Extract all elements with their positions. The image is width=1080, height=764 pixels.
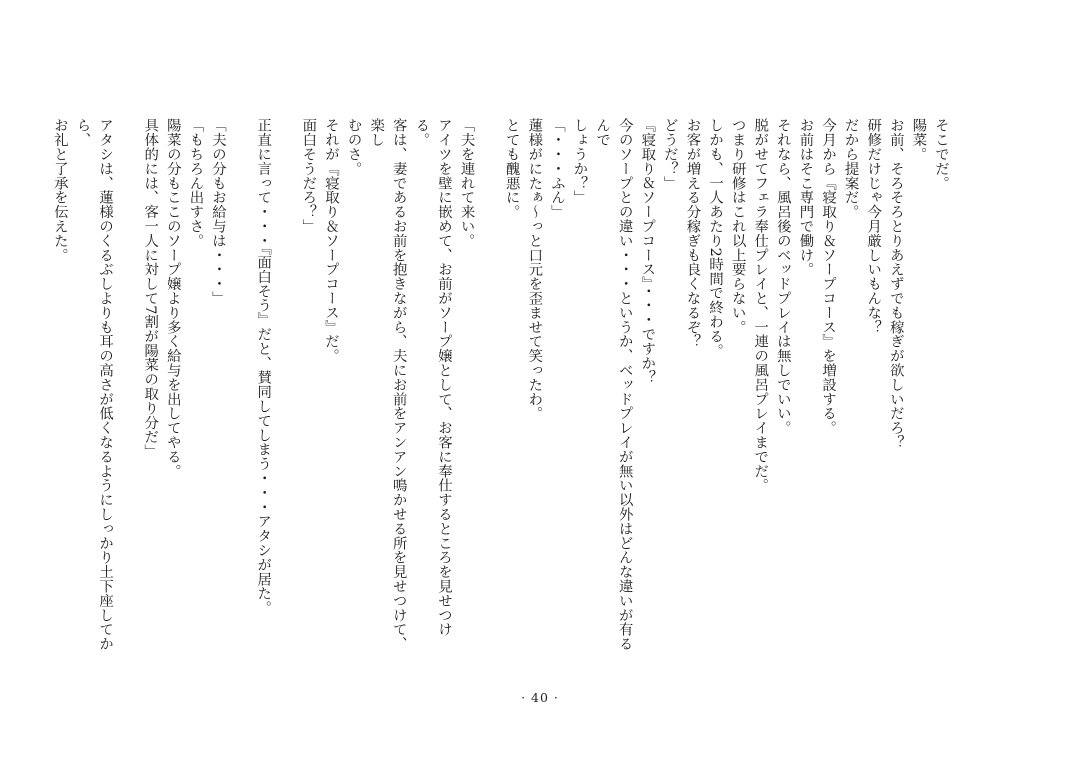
text-line: どうだ？」 bbox=[661, 118, 678, 190]
text-line: 面白そうだろ？」 bbox=[300, 118, 317, 234]
text-line: しかも、一人あたり2時間で終わる。 bbox=[707, 118, 724, 358]
text-line: お前はそこ専門で働け。 bbox=[797, 118, 814, 277]
text-line: お礼と了承を伝えた。 bbox=[51, 118, 68, 262]
text-line: そこでだ。 bbox=[933, 118, 949, 190]
text-line: それが『寝取り＆ソープコース』だ。 bbox=[322, 118, 339, 363]
text-line: 蓮様がにたぁ～っと口元を歪ませて笑ったわ。 bbox=[526, 118, 543, 421]
text-line: とても醜悪に。 bbox=[503, 118, 520, 219]
text-line: 正直に言って・・・『面白そう』だと、賛同してしまう・・・アタシが居た。 bbox=[255, 118, 272, 615]
text-line: 「・・・ふん」 bbox=[548, 118, 565, 219]
blank-line bbox=[274, 118, 297, 663]
page-number: · 40 · bbox=[521, 690, 559, 705]
vertical-text-body bbox=[48, 118, 952, 663]
text-line: 陽菜の分もここのソープ嬢より多く給与を出してやる。 bbox=[164, 118, 181, 478]
text-line: 脱がせてフェラ奉仕プレイと、一連の風呂プレイまでだ。 bbox=[752, 118, 769, 493]
text-line: 『寝取り＆ソープコース』・・・ですか？ bbox=[639, 118, 656, 385]
text-line: 「夫の分もお給与は・・・」 bbox=[210, 118, 226, 306]
text-line: お前、そろそろとりあえずでも稼ぎが欲しいだろ？ bbox=[887, 118, 904, 450]
text-line: 今月から『寝取り＆ソープコース』を増設する。 bbox=[820, 118, 837, 435]
text-line: アイツを壁に嵌めて、お前がソープ嬢として、お客に奉仕するところを見せつける。 bbox=[413, 118, 452, 637]
blank-line bbox=[229, 118, 252, 663]
text-line: つまり研修はこれ以上要らない。 bbox=[729, 118, 746, 334]
text-line: むのさ。 bbox=[345, 118, 362, 176]
blank-line bbox=[478, 118, 501, 663]
text-line: しょうか？」 bbox=[571, 118, 588, 205]
text-line: 客は、妻であるお前を抱きながら、夫にお前をアンアン鳴かせる所を見せつけて、楽し bbox=[368, 118, 407, 651]
text-line: 陽菜。 bbox=[910, 118, 927, 162]
text-line: 今のソープとの違い・・・というか、ベッドプレイが無い以外はどんな違いが有るんで bbox=[594, 118, 633, 651]
text-line: お客が増える分稼ぎも良くなるぞ？ bbox=[684, 118, 701, 349]
text-line: 「夫を連れて来い。 bbox=[458, 118, 475, 248]
text-line: それなら、風呂後のベッドプレイは無しでいい。 bbox=[774, 118, 791, 435]
text-line: 具体的には、客一人に対して7割が陽菜の取り分だ」 bbox=[142, 118, 159, 459]
text-line: アタシは、蓮様のくるぶしよりも耳の高さが低くなるようにしっかり土下座してから、 bbox=[74, 118, 114, 651]
text-line: だから提案だ。 bbox=[842, 118, 859, 219]
text-line: 研修だけじゃ今月厳しいもんな？ bbox=[865, 118, 882, 334]
blank-line bbox=[116, 118, 139, 663]
text-line: 「もちろん出すさ。 bbox=[187, 118, 204, 248]
